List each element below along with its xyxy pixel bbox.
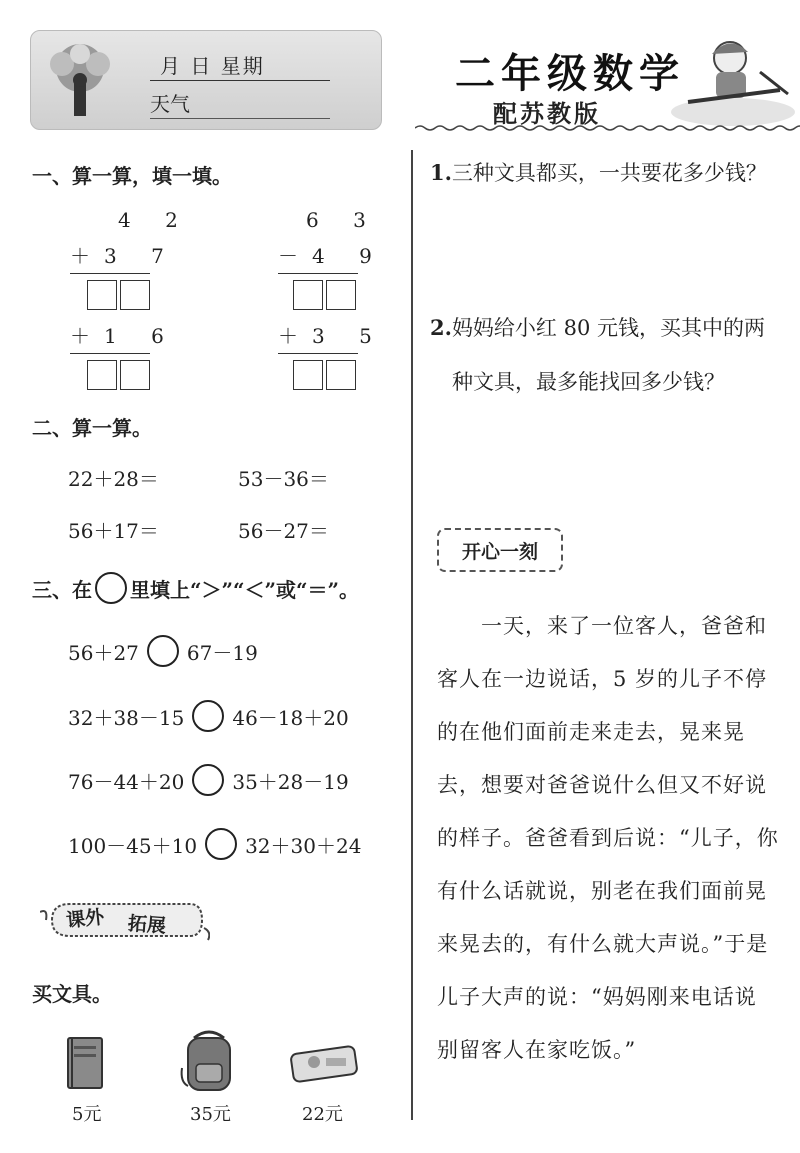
equation: 22＋28＝ <box>68 467 159 491</box>
compare-circle[interactable] <box>192 764 224 796</box>
story-line: 的样子。爸爸看到后说：“儿子，你 <box>437 826 779 850</box>
answer-boxes[interactable] <box>293 360 386 390</box>
equation: 56＋17＝ <box>68 519 159 543</box>
calc-left-op1: ＋3 7 <box>70 244 178 268</box>
story-line: 儿子大声的说：“妈妈刚来电话说 <box>437 985 757 1009</box>
compare-left: 100－45＋10 <box>68 833 198 858</box>
story-line: 的在他们面前走来走去，晃来晃 <box>437 720 745 744</box>
calc-right-rule2 <box>278 353 358 354</box>
price-backpack: 35元 <box>190 1104 231 1125</box>
banner-text-b: 拓展 <box>127 912 167 938</box>
calc-right-op2: ＋3 5 <box>278 324 386 348</box>
question-1-text: 三种文具都买，一共要花多少钱？ <box>451 161 767 185</box>
circle-icon <box>95 572 127 604</box>
vertical-calc-right <box>278 208 386 390</box>
story-line: 有什么话就说，别老在我们面前晃 <box>437 879 767 903</box>
compare-right: 35＋28－19 <box>232 769 349 794</box>
tree-logo-icon <box>38 40 122 120</box>
calc-left-top: 4 2 <box>118 208 192 232</box>
compare-circle[interactable] <box>147 635 179 667</box>
calc-right-rule1 <box>278 273 358 274</box>
extra-title: 买文具。 <box>32 982 112 1006</box>
compare-row <box>68 828 361 860</box>
backpack-icon <box>178 1028 240 1094</box>
section2-title: 二、算一算。 <box>32 416 152 440</box>
date-underline <box>150 80 330 81</box>
compare-circle[interactable] <box>205 828 237 860</box>
section3-title-post: 里填上“＞”“＜”或“＝”。 <box>130 577 360 602</box>
answer-boxes[interactable] <box>87 280 192 310</box>
question-1-number: 1. <box>430 160 452 185</box>
page-title: 二年级数学 <box>455 51 685 97</box>
sledding-boy-icon <box>668 32 798 128</box>
weather-underline <box>150 118 330 119</box>
question-2-line2: 种文具，最多能找回多少钱？ <box>452 370 725 394</box>
compare-left: 56＋27 <box>68 640 139 665</box>
column-divider <box>411 150 413 1120</box>
pencil-case-icon <box>288 1040 360 1086</box>
compare-left: 32＋38－15 <box>68 705 185 730</box>
question-2-line1: 妈妈给小红 80 元钱，买其中的两 <box>451 316 766 340</box>
question-2 <box>430 308 765 402</box>
compare-right: 67－19 <box>186 640 258 665</box>
weather-label: 天气 <box>150 92 190 116</box>
compare-right: 46－18＋20 <box>232 705 349 730</box>
compare-circle[interactable] <box>192 700 224 732</box>
calc-left-rule2 <box>70 353 150 354</box>
edition-subtitle: 配苏教版 <box>493 99 601 128</box>
compare-right: 32＋30＋24 <box>245 833 362 858</box>
calc-left-rule1 <box>70 273 150 274</box>
compare-row <box>68 635 258 667</box>
price-notebook: 5元 <box>72 1104 102 1125</box>
story-line: 去，想要对爸爸说什么但又不好说 <box>437 773 767 797</box>
equation: 53－36＝ <box>238 467 329 491</box>
notebook-icon <box>66 1036 104 1090</box>
answer-boxes[interactable] <box>293 280 386 310</box>
section3-title <box>32 572 359 604</box>
story-line: 客人在一边说话，5 岁的儿子不停 <box>437 667 768 691</box>
story-line: 别留客人在家吃饭。” <box>437 1038 637 1062</box>
calc-right-op1: －4 9 <box>278 244 386 268</box>
answer-boxes[interactable] <box>87 360 192 390</box>
question-1 <box>430 153 767 193</box>
happy-moment-story <box>437 600 799 1077</box>
section1-title: 一、算一算，填一填。 <box>32 164 232 188</box>
story-line: 一天，来了一位客人，爸爸和 <box>437 614 767 638</box>
equation: 56－27＝ <box>238 519 329 543</box>
date-line: 月 日 星期 <box>160 54 265 78</box>
calc-right-top: 6 3 <box>306 208 380 232</box>
compare-row <box>68 764 349 796</box>
vertical-calc-left <box>70 208 192 390</box>
banner-text-a: 课外 <box>65 906 106 932</box>
compare-left: 76－44＋20 <box>68 769 185 794</box>
header-wave-divider <box>415 124 800 132</box>
compare-row <box>68 700 349 732</box>
story-line: 来晃去的，有什么就大声说。”于是 <box>437 932 769 956</box>
question-2-number: 2. <box>430 315 452 340</box>
price-pencil-case: 22元 <box>302 1104 343 1125</box>
happy-moment-title: 开心一刻 <box>437 528 563 572</box>
section3-title-pre: 三、在 <box>32 577 92 602</box>
calc-left-op2: ＋1 6 <box>70 324 178 348</box>
